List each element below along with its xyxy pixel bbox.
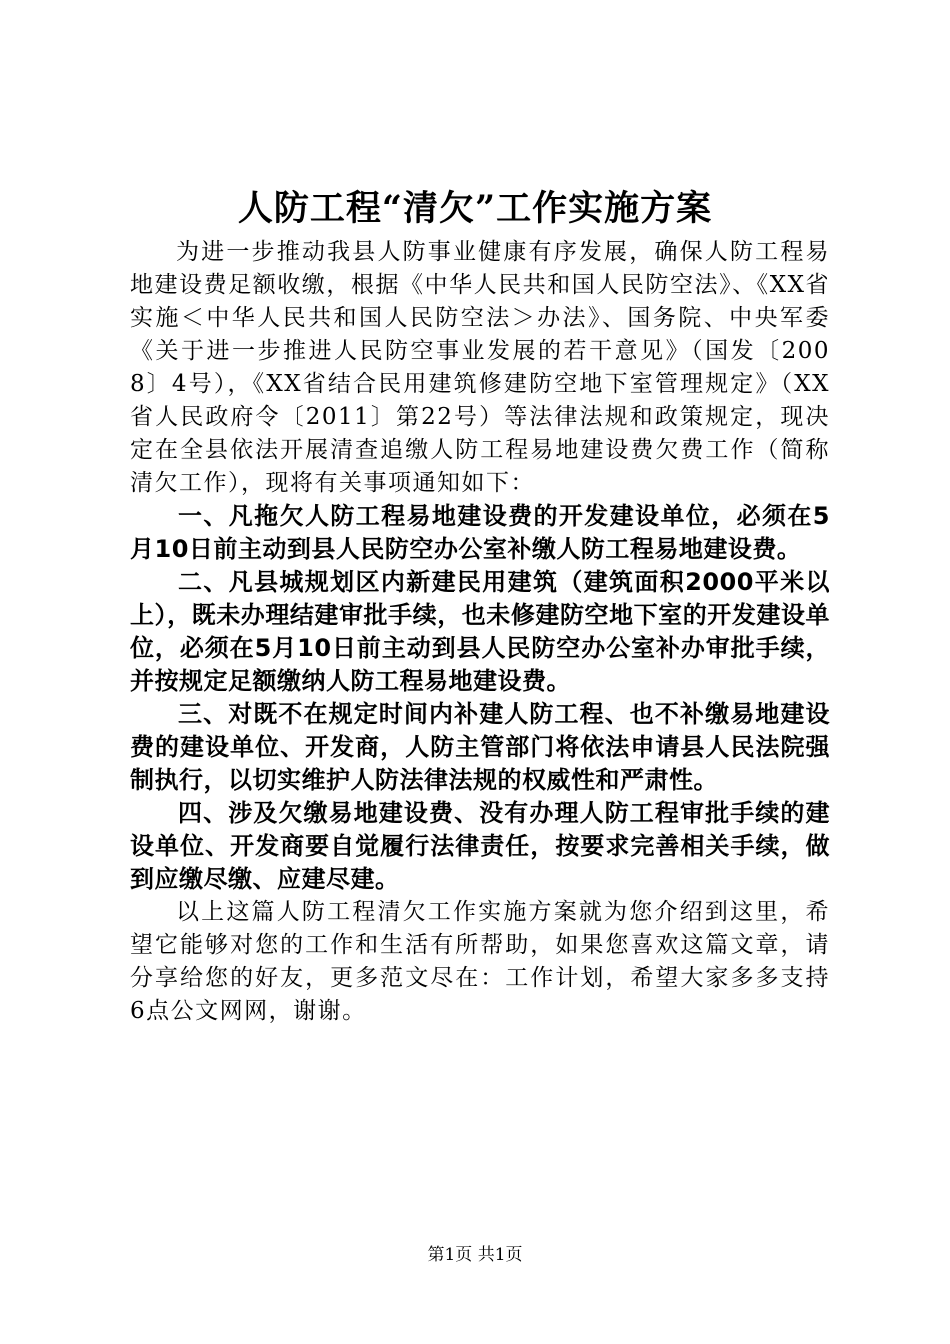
document-title: 人防工程“清欠”工作实施方案 [237,188,713,229]
clause-1-paragraph: 一、凡拖欠人防工程易地建设费的开发建设单位，必须在5月10日前主动到县人民防空办公室补缴人防工程易地建设费。 [130,502,830,563]
document-body [130,236,830,1028]
page-footer: 第1页 共1页 [427,1245,523,1265]
clause-3-paragraph: 三、对既不在规定时间内补建人防工程、也不补缴易地建设费的建设单位、开发商，人防主管部门将依法申请县人民法院强制执行，以切实维护人防法律法规的权威性和严肃性。 [130,700,830,794]
clause-2-paragraph: 二、凡县城规划区内新建民用建筑（建筑面积2000平米以上），既未办理结建审批手续，也未修建防空地下室的开发建设单位，必须在5月10日前主动到县人民防空办公室补办审批手续，并按规定足额缴纳人防工程易地建设费。 [130,568,830,695]
intro-paragraph: 为进一步推动我县人防事业健康有序发展，确保人防工程易地建设费足额收缴，根据《中华人民共和国人民防空法》、《XX省实施＜中华人民共和国人民防空法＞办法》、国务院、中央军委《关于进一步推进人民防空事业发展的若干意见》（国发〔2008〕4号），《XX省结合民用建筑修建防空地下室管理规定》（XX省人民政府令〔2011〕第22号）等法律法规和政策规定，现决定在全县依法开展清查追缴人防工程易地建设费欠费工作（简称清欠工作），现将有关事项通知如下： [130,239,830,496]
closing-paragraph: 以上这篇人防工程清欠工作实施方案就为您介绍到这里，希望它能够对您的工作和生活有所帮助，如果您喜欢这篇文章，请分享给您的好友，更多范文尽在：工作计划，希望大家多多支持6点公文网网，谢谢。 [130,899,830,1024]
clause-4-paragraph: 四、涉及欠缴易地建设费、没有办理人防工程审批手续的建设单位、开发商要自觉履行法律责任，按要求完善相关手续，做到应缴尽缴、应建尽建。 [130,799,830,893]
